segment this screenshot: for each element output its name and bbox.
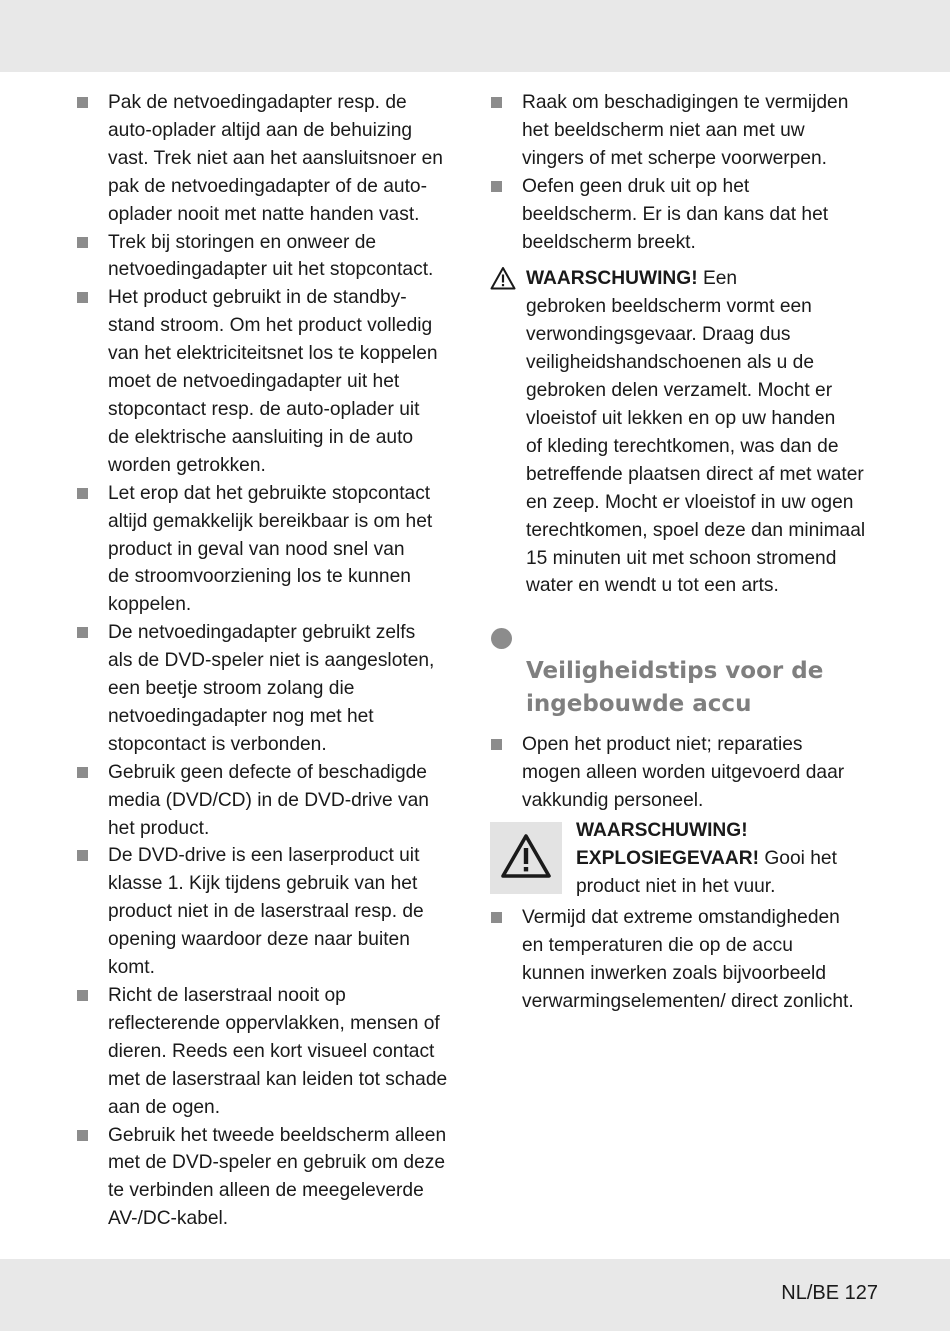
warning-triangle-icon	[490, 266, 516, 290]
header-band	[0, 0, 950, 72]
warning-explosion-text: WAARSCHUWING! EXPLOSIEGEVAAR! Gooi het product niet in het vuur.	[576, 820, 837, 897]
list-item: Gebruik het tweede beeldscherm alleen met de DVD-speler en gebruik om deze te verbinden alleen de meegeleverde AV-/DC-kabel.	[76, 1122, 464, 1234]
list-item: Trek bij storingen en onweer de netvoedingadapter uit het stopcontact.	[76, 229, 464, 285]
list-item: Gebruik geen defecte of beschadigde media (DVD/CD) in de DVD-drive van het product.	[76, 759, 464, 843]
square-bullet-icon	[77, 850, 88, 861]
list-item: De netvoedingadapter gebruikt zelfs als de DVD-speler niet is aangesloten, een beetje stroom zolang die netvoedingadapter nog met het stopcontact is verbonden.	[76, 619, 464, 759]
square-bullet-icon	[77, 237, 88, 248]
list-item: Vermijd dat extreme omstandigheden en temperaturen die op de accu kunnen inwerken zoals bijvoorbeeld verwarmingselementen/ direct zonlicht.	[490, 904, 885, 1016]
list-item: Richt de laserstraal nooit op reflecterende oppervlakken, mensen of dieren. Reeds een kort visueel contact met de laserstraal kan leiden tot schade aan de ogen.	[76, 982, 464, 1122]
square-bullet-icon	[491, 97, 502, 108]
list-item: Het product gebruikt in de standby- stand stroom. Om het product volledig van het elektriciteitsnet los te koppelen moet de netvoedingadapter uit het stopcontact resp. de auto-oplader uit de elektrische aansluiting in de auto worden getrokken.	[76, 284, 464, 479]
right-column	[490, 89, 885, 1016]
page-number: NL/BE 127	[781, 1282, 878, 1304]
list-item: Raak om beschadigingen te vermijden het beeldscherm niet aan met uw vingers of met scherpe voorwerpen.	[490, 89, 885, 173]
square-bullet-icon	[77, 97, 88, 108]
warning-label: WAARSCHUWING!	[526, 268, 698, 290]
warning-text: Een gebroken beeldscherm vormt een verwondingsgevaar. Draag dus veiligheidshandschoenen als u de gebroken delen verzamelt. Mocht er vloeistof uit lekken en op uw handen of kleding terechtkomen, was dan de betreffende plaatsen direct af met water en zeep. Mocht er vloeistof in uw ogen terechtkomen, spoel deze dan minimaal 15 minuten uit met schoon stromend water en wendt u tot een arts.	[526, 268, 866, 597]
list-item: Oefen geen druk uit op het beeldscherm. Er is dan kans dat het beeldscherm breekt.	[490, 173, 885, 257]
list-item: Open het product niet; reparaties mogen alleen worden uitgevoerd daar vakkundig personeel.	[490, 731, 885, 815]
battery-safety-list-2	[490, 904, 885, 1016]
square-bullet-icon	[77, 627, 88, 638]
circle-bullet-icon	[491, 628, 512, 649]
list-item: Pak de netvoedingadapter resp. de auto-oplader altijd aan de behuizing vast. Trek niet aan het aansluitsnoer en pak de netvoedingadapter of de auto- oplader nooit met natte handen vast.	[76, 89, 464, 229]
square-bullet-icon	[77, 488, 88, 499]
square-bullet-icon	[491, 739, 502, 750]
safety-list-right	[490, 89, 885, 256]
list-item: De DVD-drive is een laserproduct uit klasse 1. Kijk tijdens gebruik van het product niet in de laserstraal resp. de opening waardoor deze naar buiten komt.	[76, 842, 464, 982]
battery-safety-list	[490, 731, 885, 815]
left-column	[76, 89, 464, 1233]
square-bullet-icon	[491, 912, 502, 923]
safety-list-left	[76, 89, 464, 1233]
warning-triangle-icon	[500, 832, 552, 880]
square-bullet-icon	[491, 181, 502, 192]
square-bullet-icon	[77, 292, 88, 303]
section-title: Veiligheidstips voor de ingebouwde accu	[490, 622, 885, 721]
warning-explosion	[490, 820, 885, 904]
warning-broken-screen	[490, 265, 885, 600]
square-bullet-icon	[77, 990, 88, 1001]
warning-icon-box	[490, 822, 562, 894]
square-bullet-icon	[77, 767, 88, 778]
list-item: Let erop dat het gebruikte stopcontact altijd gemakkelijk bereikbaar is om het product in geval van nood snel van de stroomvoorziening los te kunnen koppelen.	[76, 480, 464, 620]
square-bullet-icon	[77, 1130, 88, 1141]
